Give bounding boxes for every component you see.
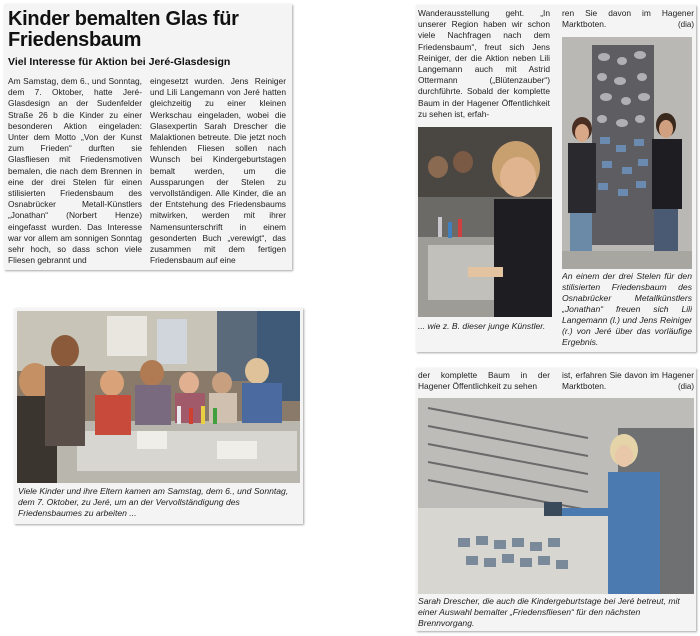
continuation-column-2-text: ren Sie davon im Hagener Marktboten.: [562, 8, 694, 30]
article-headline: Kinder bemalten Glas für Friedensbaum: [8, 8, 239, 51]
children-painting-photo: [17, 311, 300, 483]
boy-painting-photo: [418, 127, 552, 317]
article-clipping-workshop: [416, 368, 696, 631]
author-tag: (dia): [677, 20, 694, 30]
workshop-column-2-text: ist, erfahren Sie davon im Hagener Marktboten.: [562, 370, 694, 392]
continuation-column-2-top: [562, 8, 694, 32]
children-photo-caption: Viele Kinder und ihre Eltern kamen am Samstag, dem 6., und Sonntag, dem 7. Oktober, zu Jeré, um an der Vervollständigung des Friedensbaumes zu arbeiten ...: [18, 486, 289, 518]
article-column-2: eingesetzt wurden. Jens Reiniger und Lili Langemann von Jeré hatten gleichzeitig zu einer kleinen Werkschau eingeladen, wobei die Glasexpertin Sarah Drescher die Malaktionen betreute. Die jetzt noch fehlenden Fliesen sollen nach Wunsch bei Kindergeburtstagen bemalt werden, um die Aussparungen der Stelen zu vervollständigen. Alle Kinder, die an der Entstehung des Friedensbaums mitwirken, werden mit ihrer Namensunterschrift in einem gesonderten Buch „verewigt“, das zusammen mit dem fertigen Friedensbaum auf eine: [150, 76, 286, 266]
workshop-column-2: [562, 370, 694, 394]
article-subheadline: Viel Interesse für Aktion bei Jeré-Glasdesign: [8, 56, 231, 68]
workshop-column-1: der komplette Baum in der Hagener Öffentlichkeit zu sehen: [418, 370, 550, 392]
article-column-1: Am Samstag, dem 6., und Sonntag, dem 7. Oktober, hatte Jeré-Glasdesign an der Sudenfelder Straße 26 b die Kinder zu einer besonderen Aktion eingeladen: Unter dem Motto „Von der Kunst zum Frieden“ durften sie Glasfliesen mit Friedensmotiven bemalen, die nach dem Brennen in eine der drei Stelen für einen stilisierten Friedensbaum des Osnabrücker Metall-Künstlers „Jonathan“ (Norbert Henze) eingefasst wurden. Das Interesse war vor allem am sonnigen Sonntag sehr hoch, so dass schon viele Fliesen gebrannt und: [8, 76, 142, 266]
boy-photo-caption: ... wie z. B. dieser junge Künstler.: [418, 321, 546, 331]
article-clipping-main: [4, 4, 292, 270]
workshop-author-tag: (dia): [677, 382, 694, 392]
glass-kiln-photo: [418, 398, 694, 594]
stele-photo-caption: An einem der drei Stelen für den stilisierten Friedensbaum des Osnabrücker Metallkünstlers „Jonathan“ freuen sich Lili Langemann (l.) und Jens Reiniger (r.) von Jeré über das vorläufige Ergebnis.: [562, 271, 692, 347]
photo-clipping-children: [14, 308, 303, 524]
peace-tree-stele-photo: [562, 37, 692, 269]
continuation-column-1: Wanderausstellung geht. „In unserer Region haben wir schon viele Nachfragen nach dem Friedensbaum“, freut sich Jens Reiniger, der die Aktion neben Lili Langemann auch mit Astrid Ottermann („Blütenzauber“) durchführte. Sobald der komplette Baum in der Hagener Öffentlichkeit zu sehen ist, erfah-: [418, 8, 550, 119]
article-clipping-continuation: [416, 5, 696, 352]
kiln-photo-caption: Sarah Drescher, die auch die Kindergeburtstage bei Jeré betreut, mit einer Auswahl bemalter „Friedensfliesen“ für den nächsten Brennvorgang.: [418, 596, 680, 628]
